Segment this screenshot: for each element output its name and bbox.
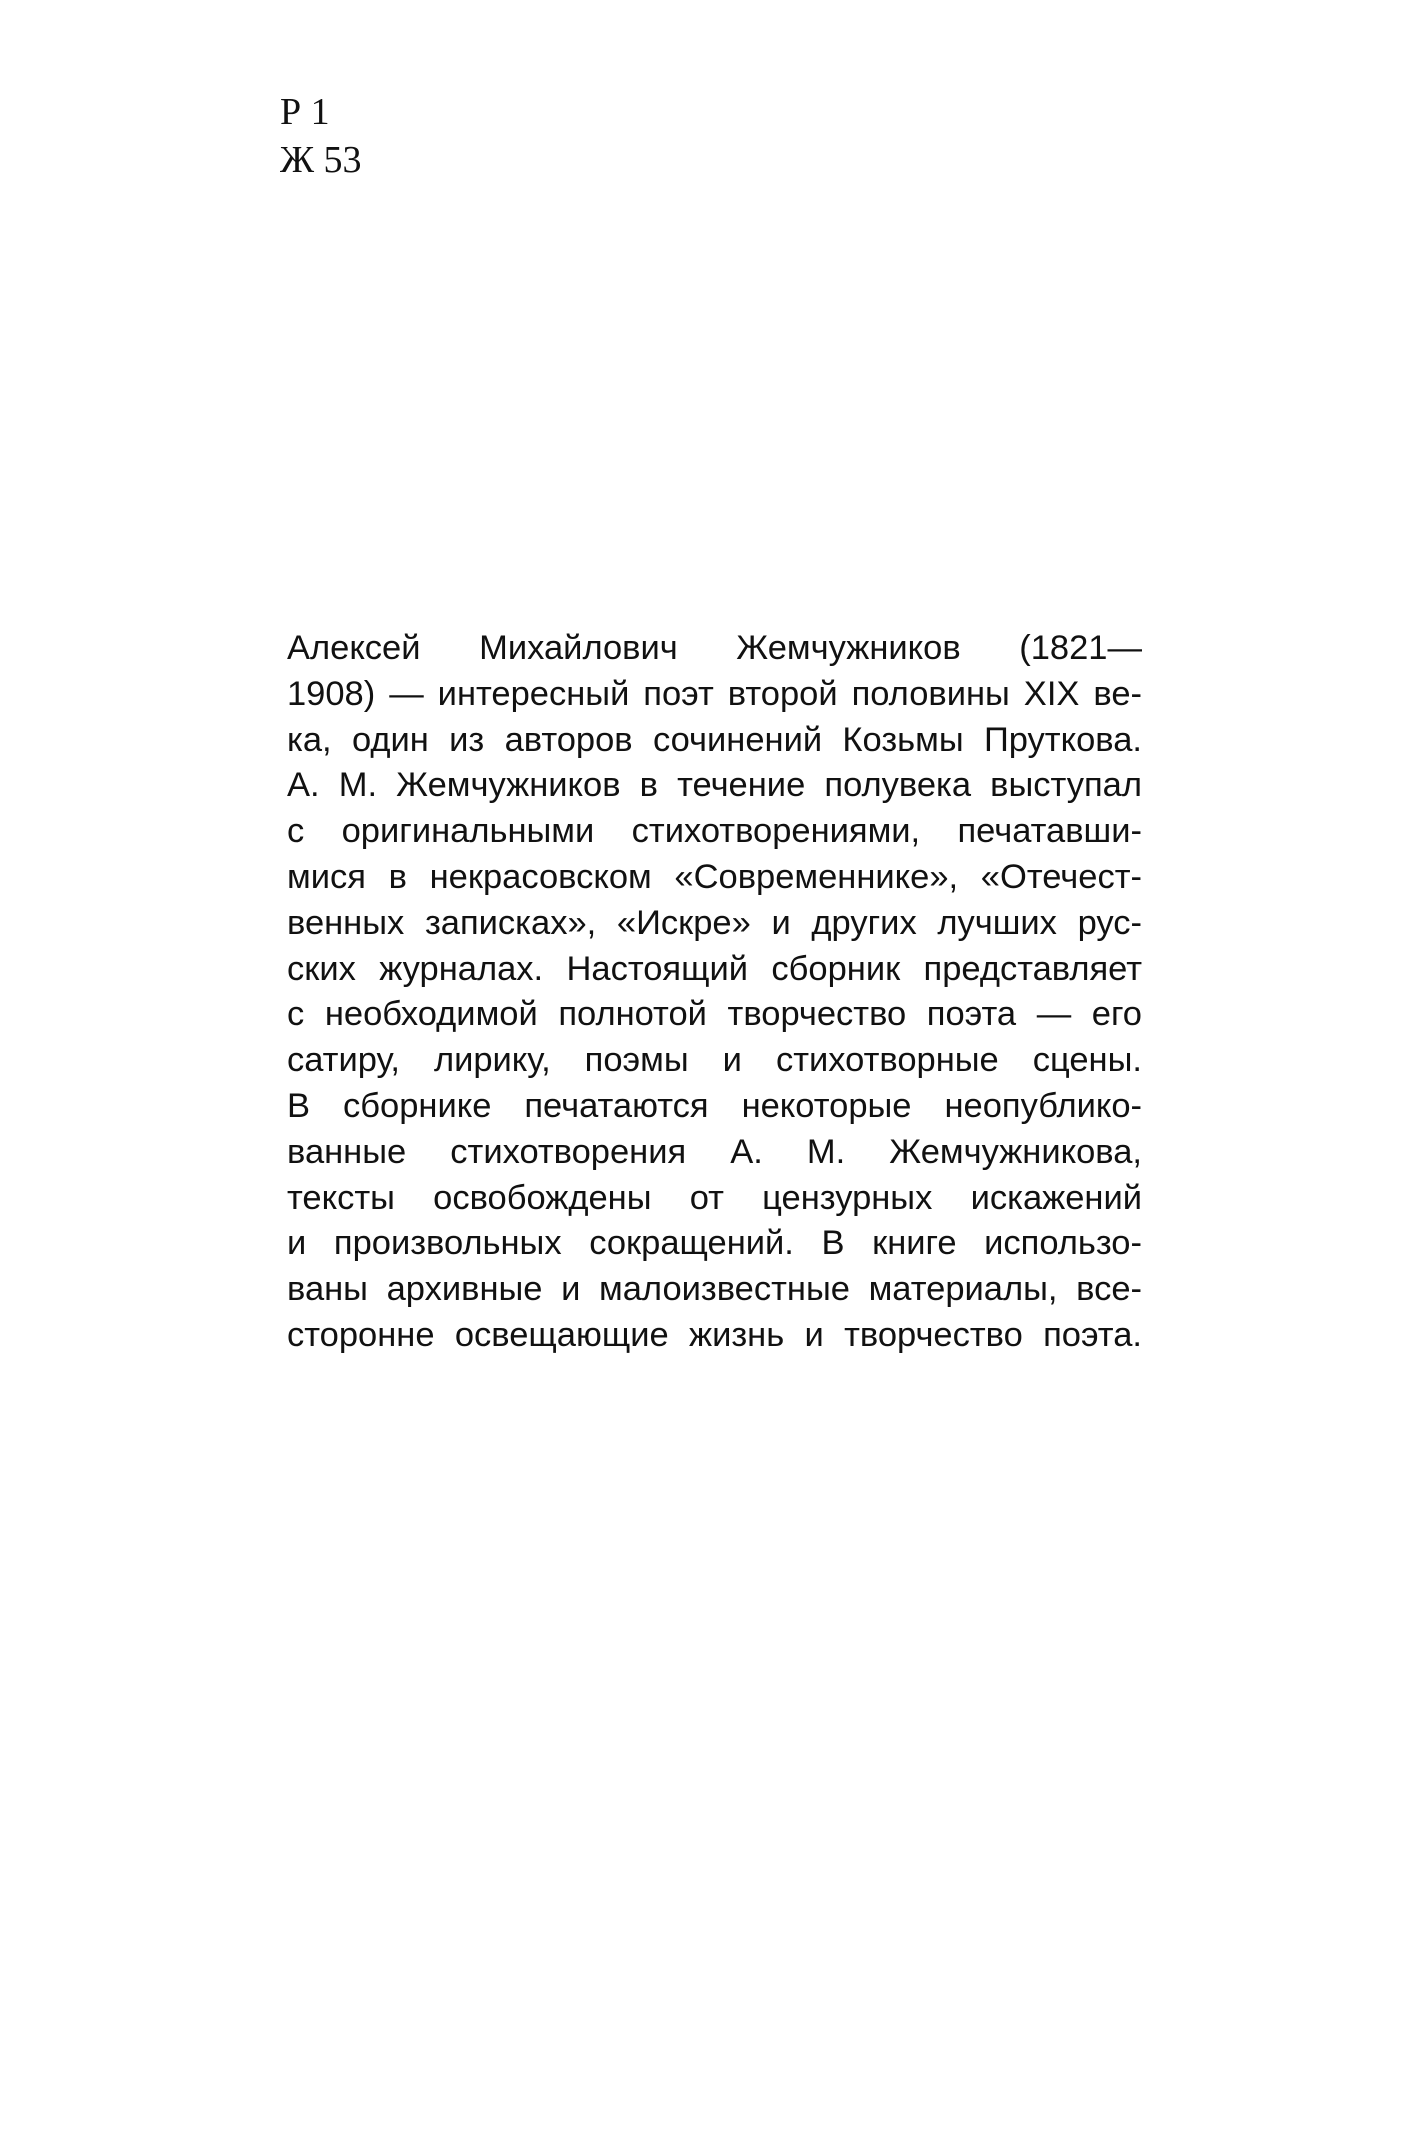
annotation-line: с необходимой полнотой творчество поэта — его [287, 995, 1142, 1034]
annotation-line: В сборнике печатаются некоторые неопублико- [287, 1086, 1142, 1125]
classification-index [280, 88, 362, 184]
annotation-line: 1908) — интересный поэт второй половины XIX ве- [287, 674, 1142, 713]
annotation-line: ских журналах. Настоящий сборник представляет [287, 949, 1142, 988]
annotation-line: ваны архивные и малоизвестные материалы, все- [287, 1270, 1142, 1309]
annotation-line: тексты освобождены от цензурных искажений [287, 1178, 1142, 1217]
annotation-line: Алексей Михайлович Жемчужников (1821— [287, 629, 1142, 667]
classification-line-2: Ж 53 [280, 139, 362, 181]
annotation-line: венных записках», «Искре» и других лучших рус- [287, 903, 1142, 942]
annotation-line: с оригинальными стихотворениями, печатавши- [287, 812, 1142, 851]
annotation-line: сатиру, лирику, поэмы и стихотворные сцены. [287, 1041, 1142, 1080]
annotation-line: и произвольных сокращений. В книге использо- [287, 1224, 1142, 1263]
annotation-line: ка, один из авторов сочинений Козьмы Пруткова. [287, 720, 1142, 759]
annotation-line: сторонне освещающие жизнь и творчество поэта. [287, 1315, 1142, 1354]
annotation-line: ванные стихотворения А. М. Жемчужникова, [287, 1132, 1142, 1171]
annotation-paragraph [287, 626, 1142, 1359]
annotation-line: А. М. Жемчужников в течение полувека выступал [287, 766, 1142, 805]
classification-line-1: Р 1 [280, 91, 330, 133]
annotation-line: мися в некрасовском «Современнике», «Отечест- [287, 857, 1142, 896]
